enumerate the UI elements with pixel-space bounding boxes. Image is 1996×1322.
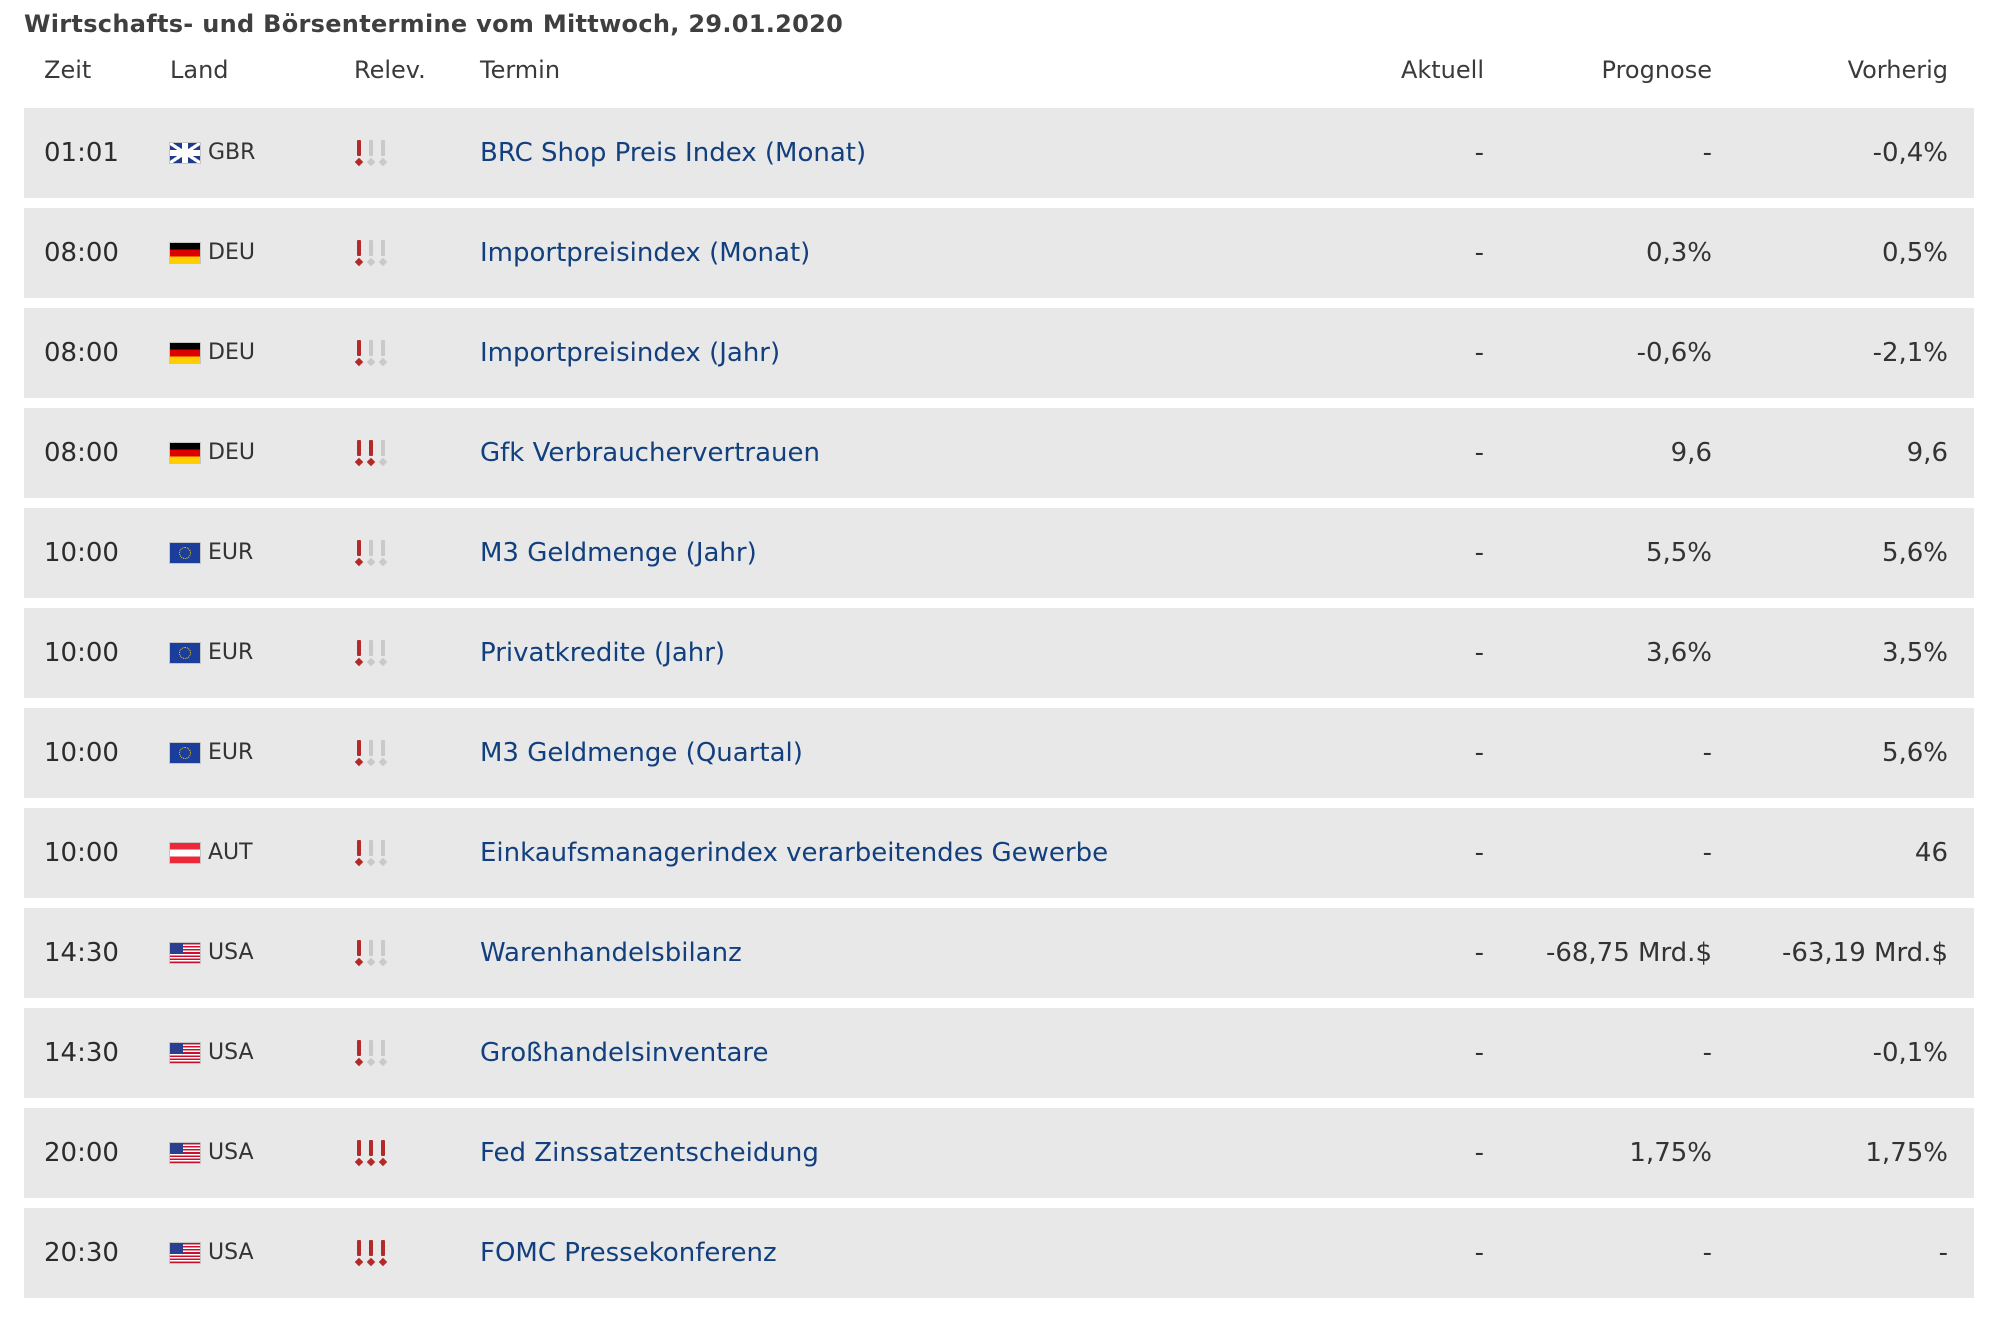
eu-flag-icon	[170, 543, 200, 563]
relevance-mark-icon	[354, 1040, 364, 1066]
relevance-mark-icon	[378, 940, 388, 966]
relevance-mark-icon	[378, 340, 388, 366]
relevance-mark-icon	[378, 140, 388, 166]
relevance-mark-icon	[366, 1240, 376, 1266]
event-country	[170, 708, 253, 798]
usa-flag-icon	[170, 1043, 200, 1063]
column-header-zeit: Zeit	[44, 56, 92, 84]
relevance-indicator	[354, 608, 390, 698]
relevance-mark-icon	[378, 840, 388, 866]
event-country	[170, 1208, 254, 1298]
event-country	[170, 1008, 254, 1098]
germany-flag-icon	[170, 443, 200, 463]
column-header-relev: Relev.	[354, 56, 426, 84]
event-forecast: 3,6%	[1645, 638, 1712, 668]
relevance-mark-icon	[378, 440, 388, 466]
event-link[interactable]: Fed Zinssatzentscheidung	[480, 1138, 819, 1168]
usa-flag-icon	[170, 1243, 200, 1263]
event-link[interactable]: Einkaufsmanagerindex verarbeitendes Gewerbe	[480, 838, 1109, 868]
relevance-mark-icon	[366, 440, 376, 466]
event-previous: 0,5%	[1881, 238, 1948, 268]
event-country	[170, 308, 255, 398]
country-code: EUR	[208, 740, 254, 765]
relevance-mark-icon	[378, 740, 388, 766]
relevance-indicator	[354, 808, 390, 898]
relevance-indicator	[354, 208, 390, 298]
relevance-mark-icon	[354, 840, 364, 866]
relevance-indicator	[354, 708, 390, 798]
country-code: USA	[208, 940, 254, 965]
table-row[interactable]	[24, 608, 1974, 698]
event-actual: -	[1474, 138, 1484, 168]
table-row[interactable]	[24, 408, 1974, 498]
event-country	[170, 508, 253, 598]
relevance-mark-icon	[378, 1240, 388, 1266]
country-code: EUR	[208, 540, 254, 565]
relevance-mark-icon	[354, 340, 364, 366]
column-header-land: Land	[170, 56, 229, 84]
event-time: 10:00	[44, 738, 119, 768]
event-forecast: -	[1702, 138, 1712, 168]
table-row[interactable]	[24, 1108, 1974, 1198]
relevance-mark-icon	[366, 840, 376, 866]
event-country	[170, 808, 253, 898]
event-time: 10:00	[44, 538, 119, 568]
relevance-mark-icon	[366, 540, 376, 566]
event-country	[170, 608, 253, 698]
event-link[interactable]: Großhandelsinventare	[480, 1038, 769, 1068]
event-time: 01:01	[44, 138, 119, 168]
country-code: EUR	[208, 640, 254, 665]
relevance-mark-icon	[378, 1140, 388, 1166]
event-time: 14:30	[44, 938, 119, 968]
uk-flag-icon	[170, 143, 200, 163]
table-row[interactable]	[24, 208, 1974, 298]
event-link[interactable]: Warenhandelsbilanz	[480, 938, 742, 968]
event-actual: -	[1474, 938, 1484, 968]
event-actual: -	[1474, 1038, 1484, 1068]
country-code: USA	[208, 1240, 254, 1265]
country-code: DEU	[208, 440, 255, 465]
relevance-mark-icon	[354, 1240, 364, 1266]
usa-flag-icon	[170, 1143, 200, 1163]
relevance-mark-icon	[366, 940, 376, 966]
event-forecast: -	[1702, 1238, 1712, 1268]
event-link[interactable]: FOMC Pressekonferenz	[480, 1238, 777, 1268]
relevance-mark-icon	[366, 340, 376, 366]
event-forecast: 0,3%	[1645, 238, 1712, 268]
event-time: 10:00	[44, 838, 119, 868]
event-forecast: 9,6	[1670, 438, 1712, 468]
relevance-mark-icon	[354, 240, 364, 266]
event-actual: -	[1474, 538, 1484, 568]
eu-flag-icon	[170, 743, 200, 763]
relevance-mark-icon	[354, 440, 364, 466]
event-actual: -	[1474, 1238, 1484, 1268]
relevance-mark-icon	[354, 940, 364, 966]
relevance-mark-icon	[366, 1040, 376, 1066]
event-link[interactable]: Privatkredite (Jahr)	[480, 638, 726, 668]
germany-flag-icon	[170, 343, 200, 363]
event-previous: 5,6%	[1881, 538, 1948, 568]
event-forecast: -0,6%	[1636, 338, 1712, 368]
table-row[interactable]	[24, 508, 1974, 598]
relevance-mark-icon	[366, 740, 376, 766]
event-forecast: 1,75%	[1629, 1138, 1712, 1168]
event-time: 14:30	[44, 1038, 119, 1068]
country-code: DEU	[208, 340, 255, 365]
relevance-indicator	[354, 508, 390, 598]
event-forecast: -	[1702, 738, 1712, 768]
page-title: Wirtschafts- und Börsentermine vom Mittwoch, 29.01.2020	[24, 10, 844, 38]
relevance-mark-icon	[354, 740, 364, 766]
event-forecast: 5,5%	[1645, 538, 1712, 568]
germany-flag-icon	[170, 243, 200, 263]
table-row[interactable]	[24, 808, 1974, 898]
column-header-aktuell: Aktuell	[1400, 56, 1484, 84]
event-link[interactable]: BRC Shop Preis Index (Monat)	[480, 138, 867, 168]
country-code: USA	[208, 1140, 254, 1165]
relevance-indicator	[354, 308, 390, 398]
event-actual: -	[1474, 1138, 1484, 1168]
event-country	[170, 208, 255, 298]
event-time: 10:00	[44, 638, 119, 668]
relevance-mark-icon	[354, 540, 364, 566]
event-previous: -0,4%	[1872, 138, 1948, 168]
event-link[interactable]: M3 Geldmenge (Quartal)	[480, 738, 803, 768]
event-actual: -	[1474, 638, 1484, 668]
event-previous: -2,1%	[1872, 338, 1948, 368]
table-row[interactable]	[24, 1208, 1974, 1298]
event-actual: -	[1474, 338, 1484, 368]
country-code: GBR	[208, 140, 256, 165]
relevance-indicator	[354, 1208, 390, 1298]
relevance-indicator	[354, 1108, 390, 1198]
eu-flag-icon	[170, 643, 200, 663]
event-link[interactable]: Importpreisindex (Monat)	[480, 238, 811, 268]
usa-flag-icon	[170, 943, 200, 963]
event-link[interactable]: M3 Geldmenge (Jahr)	[480, 538, 757, 568]
relevance-mark-icon	[366, 140, 376, 166]
country-code: USA	[208, 1040, 254, 1065]
event-time: 08:00	[44, 438, 119, 468]
table-row[interactable]	[24, 908, 1974, 998]
relevance-mark-icon	[354, 640, 364, 666]
event-link[interactable]: Importpreisindex (Jahr)	[480, 338, 781, 368]
event-time: 20:30	[44, 1238, 119, 1268]
table-row[interactable]	[24, 1008, 1974, 1098]
country-code: AUT	[208, 840, 253, 865]
event-country	[170, 108, 255, 198]
event-previous: 9,6	[1906, 438, 1948, 468]
event-time: 20:00	[44, 1138, 119, 1168]
event-previous: 3,5%	[1881, 638, 1948, 668]
relevance-mark-icon	[354, 140, 364, 166]
relevance-mark-icon	[354, 1140, 364, 1166]
relevance-indicator	[354, 1008, 390, 1098]
table-row[interactable]	[24, 708, 1974, 798]
relevance-mark-icon	[378, 540, 388, 566]
country-code: DEU	[208, 240, 255, 265]
event-previous: 5,6%	[1881, 738, 1948, 768]
event-previous: -63,19 Mrd.$	[1781, 938, 1948, 968]
event-previous: -	[1938, 1238, 1948, 1268]
relevance-indicator	[354, 408, 390, 498]
column-header-prognose: Prognose	[1601, 56, 1712, 84]
relevance-mark-icon	[366, 640, 376, 666]
relevance-mark-icon	[378, 1040, 388, 1066]
event-time: 08:00	[44, 238, 119, 268]
relevance-mark-icon	[366, 240, 376, 266]
event-forecast: -68,75 Mrd.$	[1545, 938, 1712, 968]
event-table	[24, 108, 1974, 1308]
event-forecast: -	[1702, 1038, 1712, 1068]
event-country	[170, 908, 254, 998]
relevance-mark-icon	[378, 640, 388, 666]
event-previous: -0,1%	[1872, 1038, 1948, 1068]
event-country	[170, 408, 255, 498]
relevance-mark-icon	[366, 1140, 376, 1166]
event-forecast: -	[1702, 838, 1712, 868]
column-header-termin: Termin	[480, 56, 561, 84]
event-actual: -	[1474, 438, 1484, 468]
event-country	[170, 1108, 254, 1198]
event-actual: -	[1474, 838, 1484, 868]
event-time: 08:00	[44, 338, 119, 368]
austria-flag-icon	[170, 843, 200, 863]
relevance-indicator	[354, 108, 390, 198]
relevance-indicator	[354, 908, 390, 998]
event-actual: -	[1474, 738, 1484, 768]
event-actual: -	[1474, 238, 1484, 268]
table-header	[24, 52, 1974, 92]
table-row[interactable]	[24, 108, 1974, 198]
table-row[interactable]	[24, 308, 1974, 398]
event-previous: 1,75%	[1865, 1138, 1948, 1168]
relevance-mark-icon	[378, 240, 388, 266]
event-previous: 46	[1914, 838, 1948, 868]
column-header-vorherig: Vorherig	[1847, 56, 1948, 84]
event-link[interactable]: Gfk Verbrauchervertrauen	[480, 438, 820, 468]
